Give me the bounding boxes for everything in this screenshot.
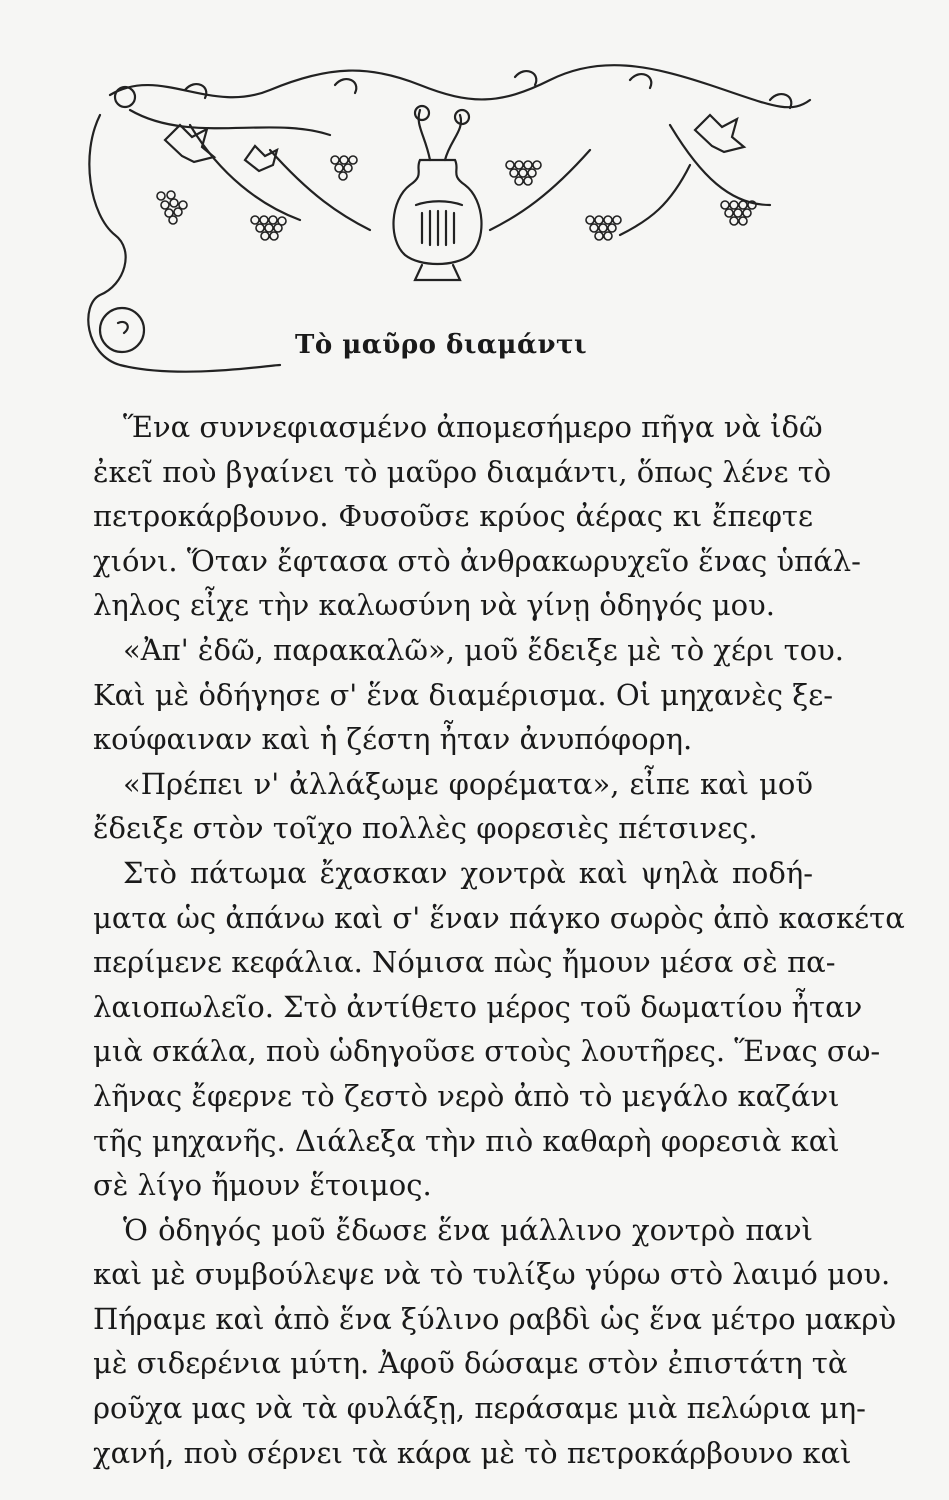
text-line: λαιοπωλεῖο. Στὸ ἀντίθετο μέρος τοῦ δωματίου ἦταν [93,989,863,1024]
text-line: μὲ σιδερένια μύτη. Ἀφοῦ δώσαμε στὸν ἐπιστάτη τὰ [93,1346,848,1381]
text-line: ροῦχα μας νὰ τὰ φυλάξῃ, περάσαμε μιὰ πελώρια μη- [93,1391,866,1426]
text-line: Πήραμε καὶ ἀπὸ ἕνα ξύλινο ραβδὶ ὡς ἕνα μέτρο μακρὺ [93,1301,897,1336]
text-line: περίμενε κεφάλια. Νόμισα πὼς ἤμουν μέσα σὲ πα- [93,945,836,980]
text-line: ἔδειξε στὸν τοῖχο πολλὲς φορεσιὲς πέτσινες. [93,811,758,846]
text-line: χιόνι. Ὅταν ἔφτασα στὸ ἀνθρακωρυχεῖο ἕνας ὑπάλ- [93,543,861,578]
text-line: τῆς μηχανῆς. Διάλεξα τὴν πιὸ καθαρὴ φορεσιὰ καὶ [93,1123,840,1158]
text-line: «Πρέπει ν' ἀλλάξωμε φορέματα», εἶπε καὶ μοῦ [123,766,813,801]
text-line: λῆνας ἔφερνε τὸ ζεστὸ νερὸ ἀπὸ τὸ μεγάλο καζάνι [93,1078,840,1113]
body-text [93,405,905,1475]
text-line: ματα ὡς ἀπάνω καὶ σ' ἕναν πάγκο σωρὸς ἀπὸ κασκέτα [93,900,905,935]
text-line: «Ἀπ' ἐδῶ, παρακαλῶ», μοῦ ἔδειξε μὲ τὸ χέρι του. [123,632,844,667]
text-line: Ὁ ὁδηγός μοῦ ἔδωσε ἕνα μάλλινο χοντρὸ πανὶ [123,1212,813,1247]
text-line: ἐκεῖ ποὺ βγαίνει τὸ μαῦρο διαμάντι, ὅπως λένε τὸ [93,454,832,489]
text-line: χανή, ποὺ σέρνει τὰ κάρα μὲ τὸ πετροκάρβουνο καὶ [93,1435,852,1470]
text-line: Ἕνα συννεφιασμένο ἀπομεσήμερο πῆγα νὰ ἰδῶ [123,410,823,444]
text-line: κούφαιναν καὶ ἡ ζέστη ἦταν ἀνυπόφορη. [93,722,693,757]
text-line: Καὶ μὲ ὁδήγησε σ' ἕνα διαμέρισμα. Οἱ μηχανὲς ξε- [93,677,834,712]
text-line: Στὸ πάτωμα ἔχασκαν χοντρὰ καὶ ψηλὰ ποδή- [123,855,813,890]
text-line: μιὰ σκάλα, ποὺ ὡδηγοῦσε στοὺς λουτῆρες. Ἕνας σω- [93,1034,881,1069]
text-line: πετροκάρβουνο. Φυσοῦσε κρύος ἀέρας κι ἔπεφτε [93,499,813,534]
chapter-title: Τὸ μαῦρο διαμάντι [295,330,588,360]
text-line: ληλος εἶχε τὴν καλωσύνη νὰ γίνῃ ὁδηγός μου. [93,588,775,623]
text-line: σὲ λίγο ἤμουν ἕτοιμος. [93,1168,432,1203]
text-line: καὶ μὲ συμβούλεψε νὰ τὸ τυλίξω γύρω στὸ λαιμό μου. [93,1257,891,1292]
